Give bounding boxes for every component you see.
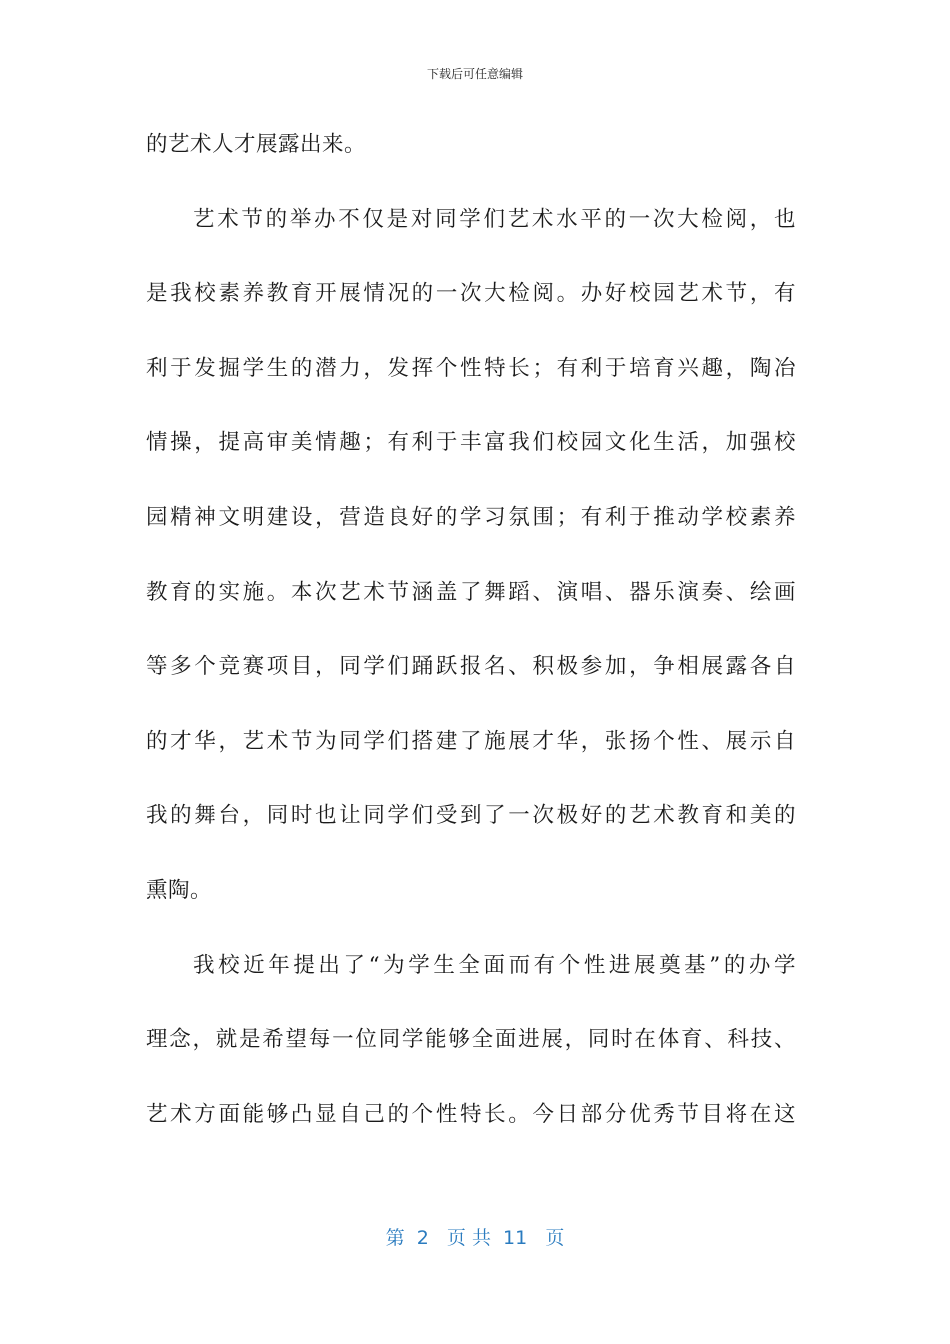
paragraph-line: 我校近年提出了“为学生全面而有个性进展奠基”的办学: [193, 952, 796, 978]
paragraph-line: 教育的实施。本次艺术节涵盖了舞蹈、演唱、器乐演奏、绘画: [146, 579, 796, 605]
paragraph-line: 熏陶。: [146, 877, 213, 903]
paragraph-line: 艺术节的举办不仅是对同学们艺术水平的一次大检阅，也: [193, 206, 796, 232]
page-header: 下载后可任意编辑: [426, 67, 523, 81]
paragraph-line: 是我校素养教育开展情况的一次大检阅。办好校园艺术节，有: [146, 281, 796, 307]
paragraph-line: 的艺术人才展露出来。: [146, 132, 367, 157]
paragraph-line: 等多个竞赛项目，同学们踊跃报名、积极参加，争相展露各自: [146, 654, 796, 680]
paragraph-line: 园精神文明建设，营造良好的学习氛围；有利于推动学校素养: [146, 504, 796, 530]
page-number-footer: 第 2 页 共 11 页: [385, 1227, 565, 1249]
paragraph-line: 艺术方面能够凸显自己的个性特长。今日部分优秀节目将在这: [146, 1101, 796, 1127]
paragraph-line: 情操，提高审美情趣；有利于丰富我们校园文化生活，加强校: [146, 430, 796, 456]
paragraph-line: 的才华，艺术节为同学们搭建了施展才华，张扬个性、展示自: [146, 728, 796, 754]
paragraph-line: 理念，就是希望每一位同学能够全面进展，同时在体育、科技、: [146, 1027, 796, 1053]
document-body: [146, 108, 796, 1152]
paragraph-line: 利于发掘学生的潜力，发挥个性特长；有利于培育兴趣，陶冶: [146, 355, 796, 381]
paragraph-line: 我的舞台，同时也让同学们受到了一次极好的艺术教育和美的: [146, 803, 796, 829]
